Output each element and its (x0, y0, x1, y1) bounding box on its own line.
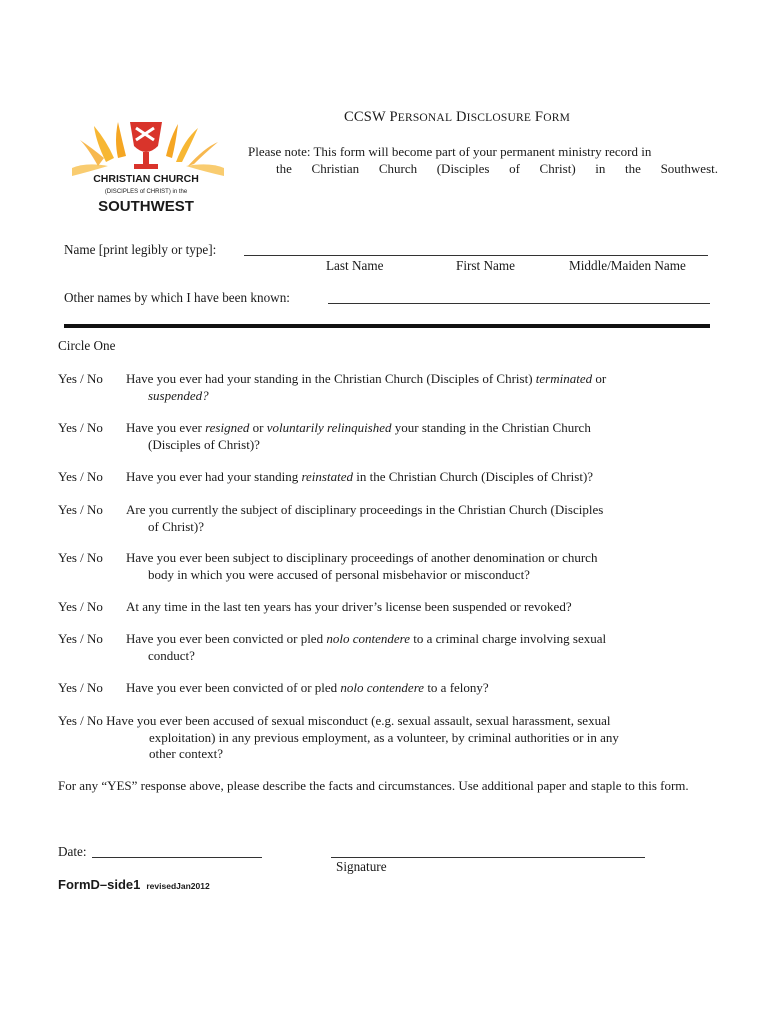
ccsw-logo (58, 118, 238, 218)
question-9: Yes / No Have you ever been accused of sexual misconduct (e.g. sexual assault, sexual harassment, sexual exploitation) in any previous employment, as a volunteer, by criminal authorities or in any other context? (58, 713, 619, 761)
yes-no-choice[interactable]: Yes / No (58, 502, 103, 517)
yes-no-choice[interactable]: Yes / No (58, 550, 103, 565)
name-field[interactable] (244, 255, 708, 256)
logo-line2: (DISCIPLES of CHRIST) in the (104, 189, 188, 195)
section-divider (64, 324, 710, 328)
other-names-label: Other names by which I have been known: (64, 290, 290, 305)
form-title: CCSW PERSONAL DISCLOSURE FORM (344, 109, 570, 125)
yes-no-choice[interactable]: Yes / No (58, 680, 103, 695)
name-label: Name [print legibly or type]: (64, 242, 217, 257)
chalice-icon (72, 122, 224, 176)
yes-response-instructions: For any “YES” response above, please describe the facts and circumstances. Use additional paper and staple to this form. (58, 778, 689, 793)
yes-no-choice[interactable]: Yes / No (58, 469, 103, 484)
permanent-record-note: Please note: This form will become part of your permanent ministry record in the Christian Church (Disciples of Christ) in the Southwest. (248, 144, 718, 176)
yes-no-choice[interactable]: Yes / No (58, 631, 103, 646)
date-label: Date: (58, 844, 87, 859)
revision-date: revisedJan2012 (146, 881, 210, 891)
last-name-caption: Last Name (326, 258, 384, 273)
circle-one-label: Circle One (58, 338, 116, 353)
form-code: FormD–side1 revisedJan2012 (58, 877, 210, 892)
first-name-caption: First Name (456, 258, 515, 273)
signature-field[interactable] (331, 857, 645, 858)
date-field[interactable] (92, 857, 262, 858)
yes-no-choice[interactable]: Yes / No (58, 371, 103, 386)
signature-label: Signature (336, 859, 387, 874)
middle-name-caption: Middle/Maiden Name (569, 258, 686, 273)
logo-line1: CHRISTIAN CHURCH (93, 173, 199, 185)
yes-no-choice[interactable]: Yes / No (58, 599, 103, 614)
logo-line3: SOUTHWEST (98, 198, 194, 215)
question-9-text[interactable]: Yes / No Have you ever been accused of sexual misconduct (e.g. sexual assault, sexual harassment, sexual (58, 713, 611, 728)
other-names-field[interactable] (328, 303, 710, 304)
yes-no-choice[interactable]: Yes / No (58, 420, 103, 435)
